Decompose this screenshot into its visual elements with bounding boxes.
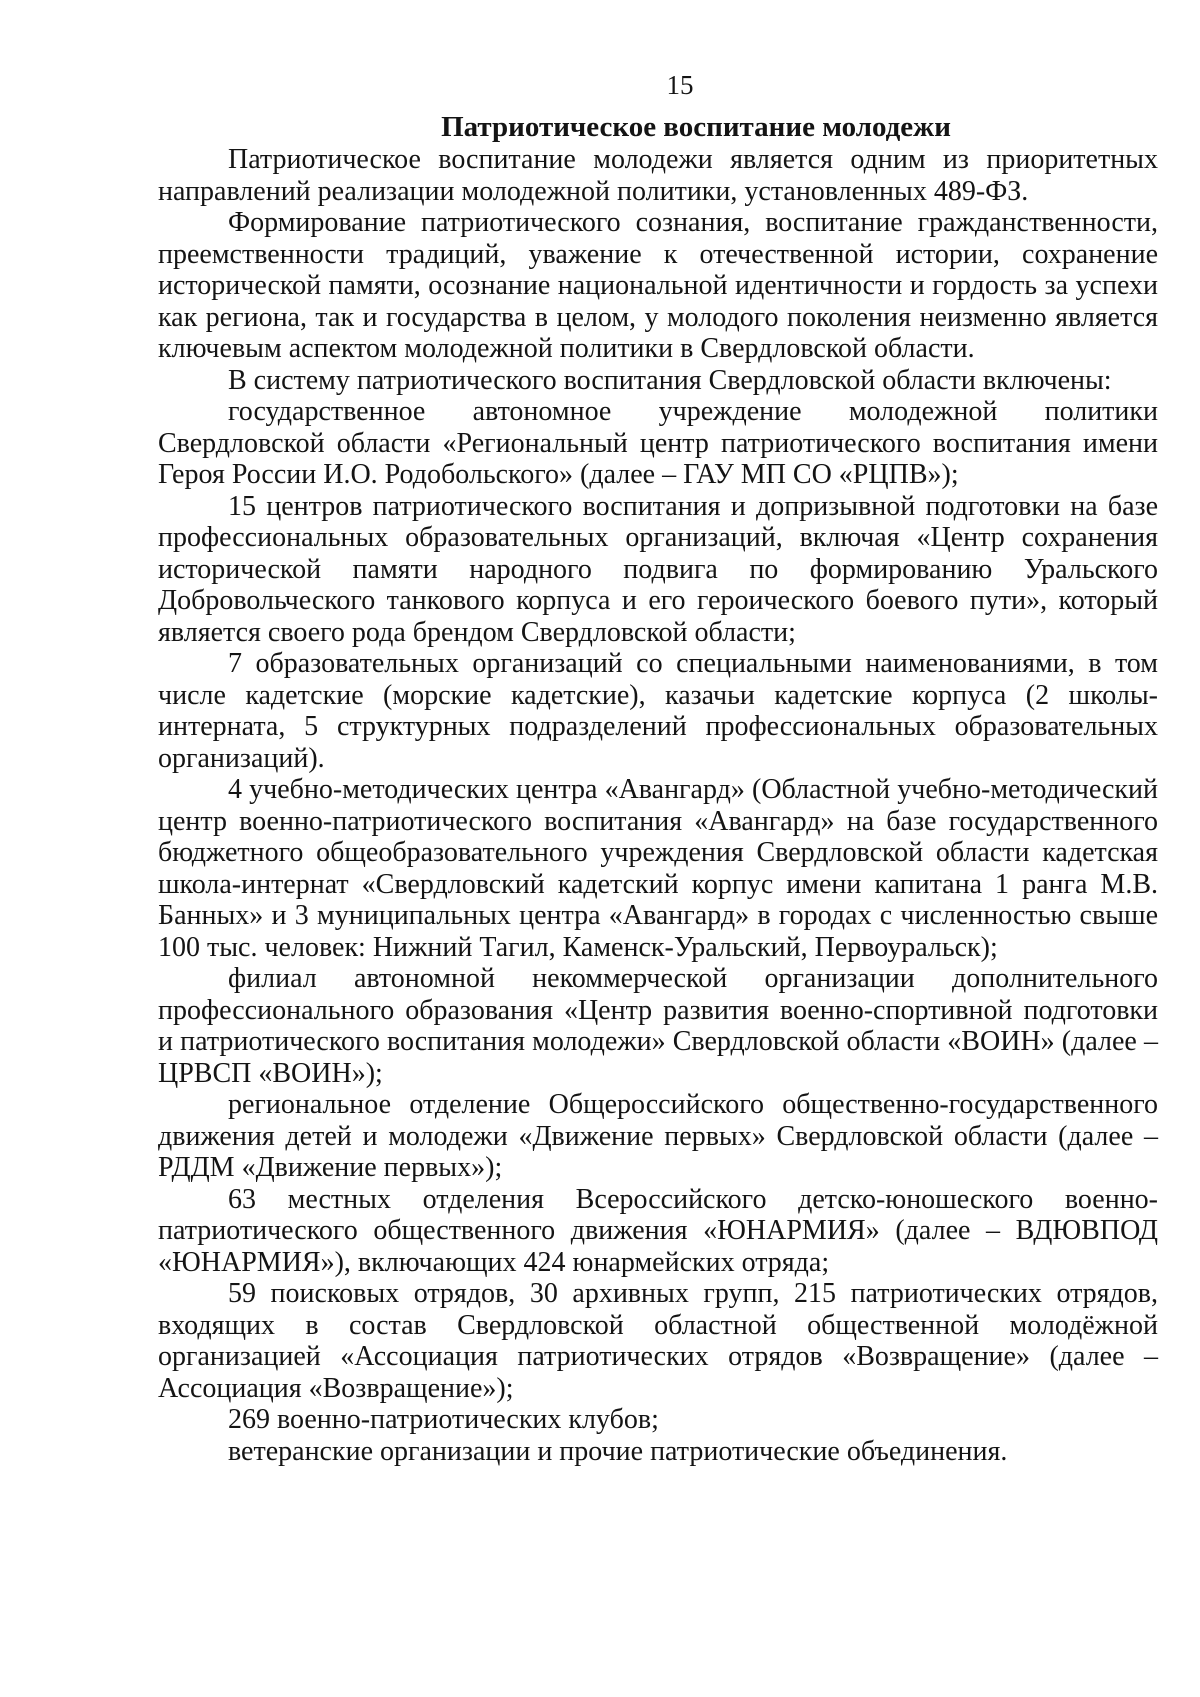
list-item-cadet: 7 образовательных организаций со специальными наименованиями, в том числе кадетские (морские кадетские), казачьи кадетские корпуса (2 школы-интерната, 5 структурных подразделений профессиональных образовательных организаций). bbox=[158, 648, 1158, 774]
paragraph-intro: Патриотическое воспитание молодежи является одним из приоритетных направлений реализации молодежной политики, установленных 489-ФЗ. bbox=[158, 144, 1158, 207]
list-item-centers: 15 центров патриотического воспитания и допризывной подготовки на базе профессиональных образовательных организаций, включая «Центр сохранения исторической памяти народного подвига по формированию Уральского Добровольческого танкового корпуса и его героического боевого пути», который является своего рода брендом Свердловской области; bbox=[158, 490, 1158, 648]
paragraph-system: В систему патриотического воспитания Свердловской области включены: bbox=[228, 364, 1112, 396]
list-item-yunarmiya: 63 местных отделения Всероссийского детско-юношеского военно-патриотического общественного движения «ЮНАРМИЯ» (далее – ВДЮВПОД «ЮНАРМИЯ»), включающих 424 юнармейских отряда; bbox=[158, 1183, 1158, 1278]
page-number: 15 bbox=[666, 70, 694, 100]
list-item-avangard: 4 учебно-методических центра «Авангард» (Областной учебно-методический центр военно-патриотического воспитания «Авангард» на базе государственного бюджетного общеобразовательного учреждения Свердловской области кадетская школа-интернат «Свердловский кадетский корпус имени капитана 1 ранга М.В. Банных» и 3 муниципальных центра «Авангард» в городах с численностью свыше 100 тыс. человек: Нижний Тагил, Каменск-Уральский, Первоуральск); bbox=[158, 774, 1158, 963]
list-item-rcpv: государственное автономное учреждение молодежной политики Свердловской области «Региональный центр патриотического воспитания имени Героя России И.О. Родобольского» (далее – ГАУ МП СО «РЦПВ»); bbox=[158, 396, 1158, 490]
document-page bbox=[158, 60, 1158, 1467]
paragraph-formation: Формирование патриотического сознания, воспитание гражданственности, преемственности традиций, уважение к отечественной истории, сохранение исторической памяти, осознание национальной идентичности и гордость за успехи как региона, так и государства в целом, у молодого поколения неизменно является ключевым аспектом молодежной политики в Свердловской области. bbox=[158, 207, 1158, 364]
list-item-veterans: ветеранские организации и прочие патриотические объединения. bbox=[228, 1435, 1008, 1467]
list-item-clubs: 269 военно-патриотических клубов; bbox=[228, 1404, 659, 1435]
section-title: Патриотическое воспитание молодежи bbox=[441, 111, 951, 143]
list-item-rddm: региональное отделение Общероссийского общественно-государственного движения детей и молодежи «Движение первых» Свердловской области (далее – РДДМ «Движение первых»); bbox=[158, 1089, 1158, 1183]
list-item-search-units: 59 поисковых отрядов, 30 архивных групп, 215 патриотических отрядов, входящих в состав Свердловской областной общественной молодёжной организацией «Ассоциация патриотических отрядов «Возвращение» (далее – Ассоциация «Возвращение»); bbox=[158, 1278, 1158, 1404]
body-text bbox=[158, 144, 1158, 1467]
list-item-voin: филиал автономной некоммерческой организации дополнительного профессионального образования «Центр развития военно-спортивной подготовки и патриотического воспитания молодежи» Свердловской области «ВОИН» (далее – ЦРВСП «ВОИН»); bbox=[158, 963, 1158, 1089]
